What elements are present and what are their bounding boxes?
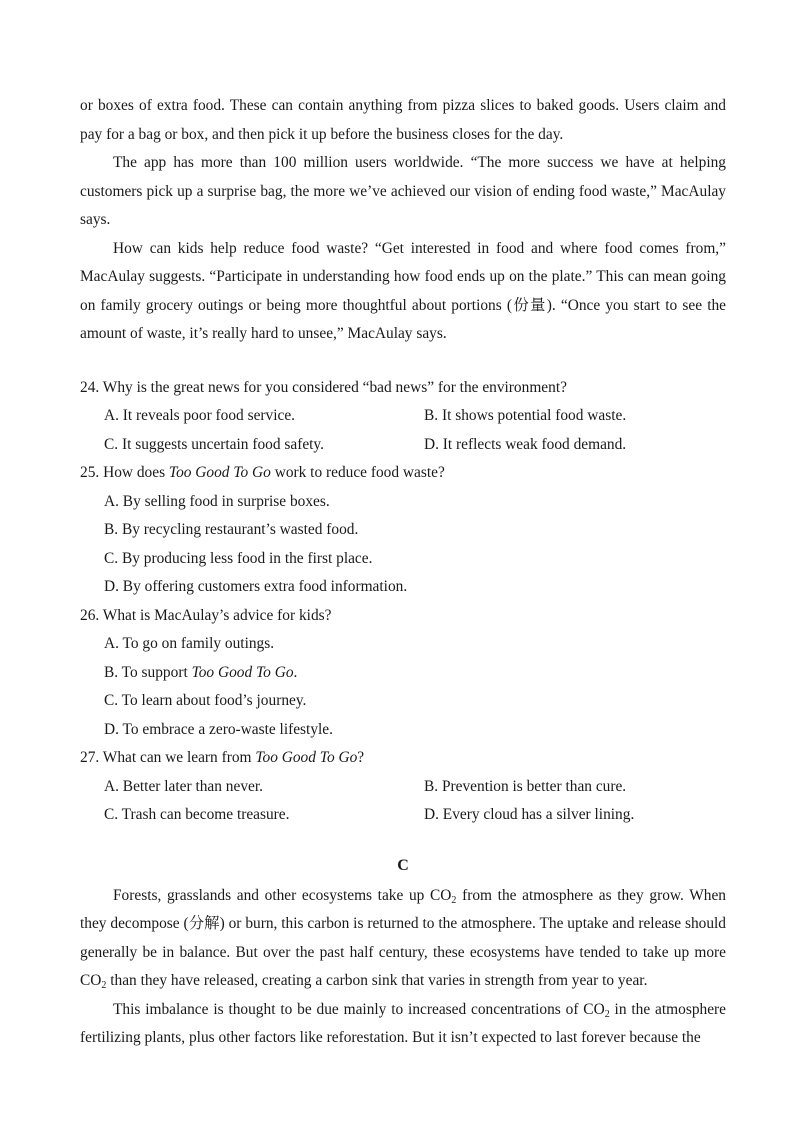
question-27-option-a[interactable]: A. Better later than never. [104,777,263,795]
question-26 [80,602,726,745]
question-26-option-b-title: Too Good To Go [191,663,294,681]
question-25-option-d[interactable]: D. By offering customers extra food information. [104,578,408,595]
section-c-paragraph-2 [80,996,726,1053]
question-25-stem-start: 25. How does [80,464,169,481]
question-24-stem: 24. Why is the great news for you considered “bad news” for the environment? [80,378,567,396]
question-26-option-d[interactable]: D. To embrace a zero-waste lifestyle. [104,720,333,738]
question-24-options [80,402,726,459]
section-c-p1-part-3: than they have released, creating a carbon sink that varies in strength from year to year. [106,972,648,989]
question-27-options [80,773,726,830]
section-c-paragraph-1 [80,882,726,996]
question-27-stem-title: Too Good To Go [255,749,358,766]
question-26-stem: 26. What is MacAulay’s advice for kids? [80,606,332,624]
question-27-option-c[interactable]: C. Trash can become treasure. [104,806,290,823]
section-c-p1-part-2: from the atmosphere as they grow. When they decompose (分解) or burn, this carbon is returned to the atmosphere. The uptake and release should generally be in balance. But over the past half century, these ecosystems have tended to take up more CO [80,886,726,989]
section-c-p2-part-1: This imbalance is thought to be due mainly to increased concentrations of CO [113,1000,605,1018]
question-25-option-c[interactable]: C. By producing less food in the first place. [104,549,373,567]
question-27-option-b[interactable]: B. Prevention is better than cure. [424,777,627,795]
section-c-p1-part-1: Forests, grasslands and other ecosystems take up CO [113,886,452,904]
exam-page [80,92,726,1053]
section-c-p2-subscript-1: 2 [604,1008,610,1020]
question-24-option-b[interactable]: B. It shows potential food waste. [424,407,627,424]
section-c-p1-subscript-2: 2 [101,980,107,991]
question-26-option-c[interactable]: C. To learn about food’s journey. [104,692,307,709]
question-24-option-a[interactable]: A. It reveals poor food service. [104,407,296,424]
question-26-option-b-end: . [293,663,298,681]
question-24-option-c[interactable]: C. It suggests uncertain food safety. [104,435,324,453]
passage-b-paragraph-2: The app has more than 100 million users worldwide. “The more success we have at helping customers pick up a surprise bag, the more we’ve achieved our vision of ending food waste,” MacAulay says. [80,154,726,228]
section-c-p2-part-2: in the atmosphere fertilizing plants, plus other factors like reforestation. But it isn’t expected to last forever because the [80,1000,726,1046]
question-25-option-b[interactable]: B. By recycling restaurant’s wasted food. [104,521,359,538]
question-27 [80,744,726,830]
question-list [80,374,726,830]
section-c-p1-subscript-1: 2 [451,894,457,906]
question-26-options [80,630,726,744]
passage-b-paragraph-1: or boxes of extra food. These can contain anything from pizza slices to baked goods. Users claim and pay for a bag or box, and then pick it up before the business closes for the day. [80,97,726,143]
question-27-option-d[interactable]: D. Every cloud has a silver lining. [424,806,635,823]
question-25-option-a[interactable]: A. By selling food in surprise boxes. [104,492,330,510]
question-24 [80,374,726,460]
question-25-options [80,488,726,602]
question-26-option-b-start: B. To support [104,663,192,681]
question-25-stem [80,459,726,488]
question-26-option-b[interactable] [104,659,726,688]
question-26-option-a[interactable]: A. To go on family outings. [104,635,275,652]
question-25-stem-end: work to reduce food waste? [270,464,445,481]
question-27-stem [80,744,726,773]
section-c-heading: C [397,856,409,874]
question-25-stem-title: Too Good To Go [168,464,271,481]
question-27-stem-start: 27. What can we learn from [80,749,256,766]
passage-b-paragraph-3: How can kids help reduce food waste? “Get interested in food and where food comes from,” MacAulay suggests. “Participate in understanding how food ends up on the plate.” This can mean going on family grocery outings or being more thoughtful about portions (份量). “Once you start to see the amount of waste, it’s really hard to unsee,” MacAulay says. [80,239,726,342]
question-24-option-d[interactable]: D. It reflects weak food demand. [424,435,627,453]
question-25 [80,459,726,602]
question-27-stem-end: ? [357,749,365,766]
